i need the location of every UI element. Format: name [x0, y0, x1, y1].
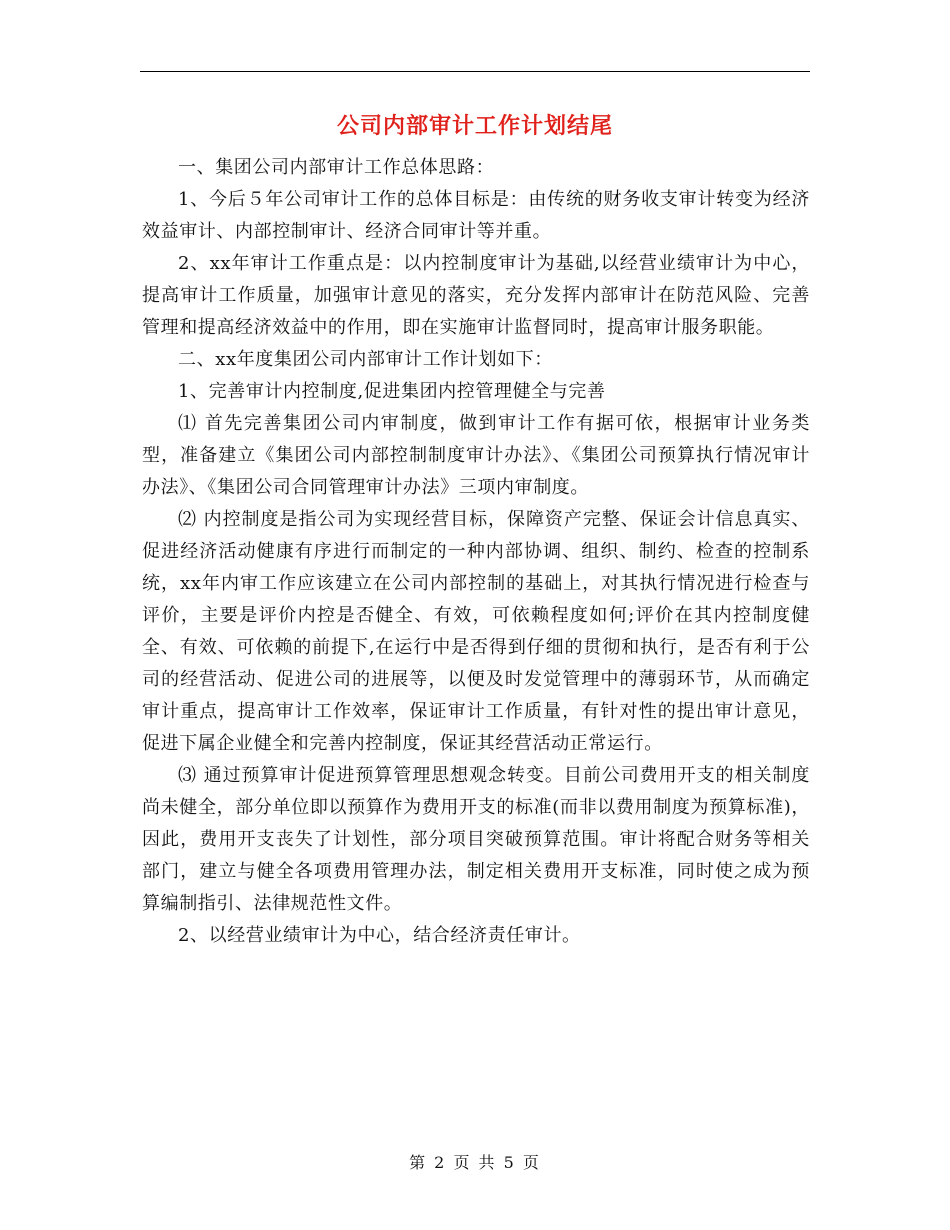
page-number: 第 2 页 共 5 页	[409, 1153, 541, 1172]
paragraph: ⑶ 通过预算审计促进预算管理思想观念转变。目前公司费用开支的相关制度尚未健全，部分单位即以预算作为费用开支的标准(而非以费用制度为预算标准)，因此，费用开支丧失了计划性，部分项目突破预算范围。审计将配合财务等相关部门，建立与健全各项费用管理办法，制定相关费用开支标准，同时使之成为预算编制指引、法律规范性文件。	[142, 765, 810, 914]
paragraph: 二、xx年度集团公司内部审计工作计划如下：	[178, 349, 553, 370]
document-body	[142, 152, 810, 952]
paragraph: 一、集团公司内部审计工作总体思路：	[178, 157, 495, 178]
paragraph: ⑴ 首先完善集团公司内审制度，做到审计工作有据可依，根据审计业务类型，准备建立《集团公司内部控制制度审计办法》、《集团公司预算执行情况审计办法》、《集团公司合同管理审计办法》三项内审制度。	[142, 413, 810, 498]
paragraph: 2、xx年审计工作重点是：以内控制度审计为基础,以经营业绩审计为中心，提高审计工作质量，加强审计意见的落实，充分发挥内部审计在防范风险、完善管理和提高经济效益中的作用，即在实施审计监督同时，提高审计服务职能。	[142, 253, 810, 338]
paragraph: 2、以经营业绩审计为中心，结合经济责任审计。	[178, 925, 581, 946]
header-rule	[140, 71, 810, 72]
document-title: 公司内部审计工作计划结尾	[336, 113, 613, 139]
paragraph: 1、完善审计内控制度,促进集团内控管理健全与完善	[178, 381, 606, 402]
paragraph: 1、今后５年公司审计工作的总体目标是：由传统的财务收支审计转变为经济效益审计、内部控制审计、经济合同审计等并重。	[142, 189, 810, 242]
paragraph: ⑵ 内控制度是指公司为实现经营目标，保障资产完整、保证会计信息真实、促进经济活动健康有序进行而制定的一种内部协调、组织、制约、检查的控制系统，xx年内审工作应该建立在公司内部控制的基础上，对其执行情况进行检查与评价，主要是评价内控是否健全、有效，可依赖程度如何;评价在其内控制度健全、有效、可依赖的前提下,在运行中是否得到仔细的贯彻和执行，是否有利于公司的经营活动、促进公司的进展等，以便及时发觉管理中的薄弱环节，从而确定审计重点，提高审计工作效率，保证审计工作质量，有针对性的提出审计意见，促进下属企业健全和完善内控制度，保证其经营活动正常运行。	[142, 509, 810, 754]
